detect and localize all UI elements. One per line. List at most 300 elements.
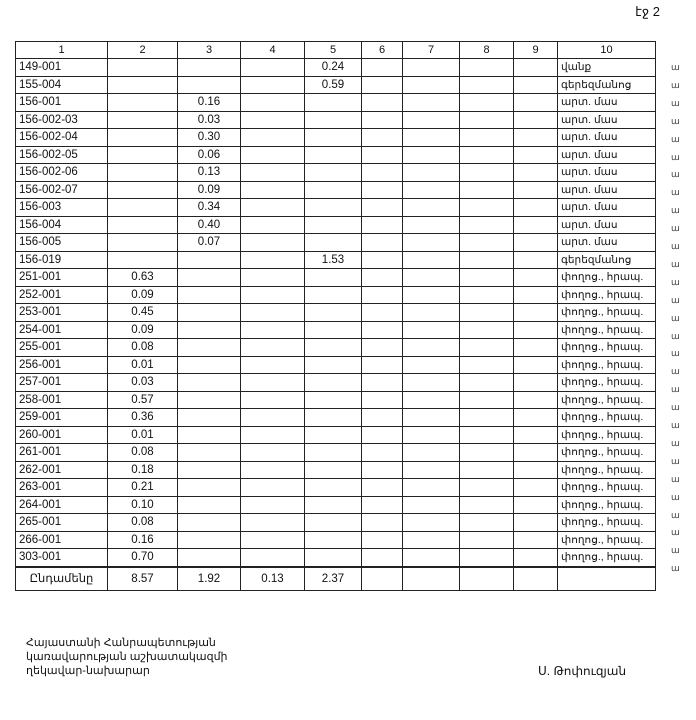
edge-mark: ա — [671, 115, 680, 126]
table-row — [16, 549, 656, 567]
cell-col-2 — [108, 199, 178, 217]
cell-col-2: 0.08 — [108, 514, 178, 532]
cell-col-5 — [305, 356, 362, 374]
cell-col-6 — [362, 461, 403, 479]
cell-col-2: 2 — [108, 42, 178, 59]
cell-col-3: 0.16 — [178, 94, 241, 112]
edge-mark: ա — [671, 241, 680, 251]
table-row — [16, 356, 656, 374]
cell-col-4 — [241, 426, 305, 444]
cell-col-7 — [403, 549, 460, 567]
cell-col-1: 155-004 — [16, 76, 108, 94]
table-row — [16, 216, 656, 234]
cell-col-5 — [305, 234, 362, 252]
cell-col-3 — [178, 549, 241, 567]
cell-col-10: փողոց., հրապ. — [558, 444, 656, 462]
cell-col-9 — [514, 567, 558, 591]
cell-col-6 — [362, 269, 403, 287]
cell-col-2 — [108, 251, 178, 269]
table-row — [16, 76, 656, 94]
cell-col-10: փողոց., հրապ. — [558, 514, 656, 532]
cell-col-6 — [362, 567, 403, 591]
cell-col-6 — [362, 94, 403, 112]
edge-mark: ա — [671, 169, 680, 180]
table-row — [16, 269, 656, 287]
cell-col-8 — [460, 409, 514, 427]
cell-col-1: 260-001 — [16, 426, 108, 444]
cell-col-6 — [362, 356, 403, 374]
cell-col-7 — [403, 514, 460, 532]
cell-col-1: 1 — [16, 42, 108, 59]
cell-col-9 — [514, 409, 558, 427]
cell-col-7 — [403, 146, 460, 164]
cell-col-2: 0.57 — [108, 391, 178, 409]
edge-mark: ա — [671, 455, 680, 466]
cell-col-10: արտ. մաս — [558, 216, 656, 234]
cell-col-5 — [305, 339, 362, 357]
cell-col-4 — [241, 496, 305, 514]
cell-col-2 — [108, 111, 178, 129]
table-row — [16, 199, 656, 217]
cell-col-3 — [178, 444, 241, 462]
cell-col-7 — [403, 111, 460, 129]
edge-mark: ա — [671, 79, 680, 90]
cell-col-5 — [305, 514, 362, 532]
cell-col-5 — [305, 94, 362, 112]
cell-col-1: 149-001 — [16, 59, 108, 77]
cell-col-10: արտ. մաս — [558, 181, 656, 199]
edge-mark: ա — [671, 133, 680, 144]
table-row — [16, 181, 656, 199]
cell-col-4 — [241, 181, 305, 199]
cell-col-6 — [362, 549, 403, 567]
cell-col-2: 0.08 — [108, 339, 178, 357]
cell-col-8 — [460, 76, 514, 94]
cell-col-2: 8.57 — [108, 567, 178, 591]
cell-col-4 — [241, 391, 305, 409]
cell-col-10: փողոց., հրապ. — [558, 531, 656, 549]
table-row — [16, 479, 656, 497]
cell-col-3 — [178, 321, 241, 339]
cell-col-2: 0.09 — [108, 286, 178, 304]
cell-col-6 — [362, 59, 403, 77]
cell-col-6 — [362, 391, 403, 409]
edge-mark: ա — [671, 437, 680, 448]
table-row — [16, 94, 656, 112]
cell-col-4 — [241, 94, 305, 112]
cell-col-8 — [460, 111, 514, 129]
cell-col-8 — [460, 356, 514, 374]
page-number: էջ 2 — [635, 4, 660, 19]
cell-col-4 — [241, 549, 305, 567]
table-row — [16, 461, 656, 479]
cell-col-10: արտ. մաս — [558, 129, 656, 147]
cell-col-1: 255-001 — [16, 339, 108, 357]
edge-mark: ա — [671, 527, 680, 538]
table-row — [16, 251, 656, 269]
cell-col-4 — [241, 234, 305, 252]
edge-mark: ա — [671, 312, 680, 323]
cell-col-4 — [241, 146, 305, 164]
cell-col-7 — [403, 94, 460, 112]
cell-col-9 — [514, 76, 558, 94]
cell-col-6 — [362, 129, 403, 147]
cell-col-5 — [305, 409, 362, 427]
cell-col-7 — [403, 304, 460, 322]
edge-mark: ա — [671, 330, 680, 341]
cell-col-2 — [108, 76, 178, 94]
cell-col-9 — [514, 321, 558, 339]
cell-col-10: փողոց., հրապ. — [558, 496, 656, 514]
table-row — [16, 304, 656, 322]
cell-col-3 — [178, 356, 241, 374]
cell-col-1: 258-001 — [16, 391, 108, 409]
table-row — [16, 286, 656, 304]
edge-mark: ա — [671, 151, 680, 162]
cell-col-3: 1.92 — [178, 567, 241, 591]
cell-col-5 — [305, 269, 362, 287]
cell-col-1: 156-002-06 — [16, 164, 108, 182]
cell-col-6: 6 — [362, 42, 403, 59]
cell-col-1: 252-001 — [16, 286, 108, 304]
cell-col-5 — [305, 111, 362, 129]
cell-col-4 — [241, 251, 305, 269]
edge-mark: ա — [671, 276, 680, 287]
cell-col-2 — [108, 181, 178, 199]
edge-mark: ա — [671, 205, 680, 216]
cell-col-9 — [514, 216, 558, 234]
cell-col-3: 3 — [178, 42, 241, 59]
cell-col-5 — [305, 496, 362, 514]
cell-col-7 — [403, 216, 460, 234]
cell-col-2: 0.36 — [108, 409, 178, 427]
table-row — [16, 111, 656, 129]
cell-col-9 — [514, 514, 558, 532]
cell-col-10 — [558, 567, 656, 591]
edge-mark: ա — [671, 97, 680, 108]
cell-col-2 — [108, 234, 178, 252]
cell-col-5 — [305, 199, 362, 217]
edge-mark: ա — [671, 384, 680, 395]
cell-col-7: 7 — [403, 42, 460, 59]
cell-col-7 — [403, 251, 460, 269]
cell-col-3 — [178, 269, 241, 287]
cell-col-6 — [362, 199, 403, 217]
cell-col-9 — [514, 146, 558, 164]
cell-col-8 — [460, 251, 514, 269]
cell-col-9 — [514, 234, 558, 252]
cell-col-3: 0.06 — [178, 146, 241, 164]
cell-col-6 — [362, 339, 403, 357]
cell-col-7 — [403, 234, 460, 252]
cell-col-9 — [514, 304, 558, 322]
cell-col-10: փողոց., հրապ. — [558, 339, 656, 357]
table-row — [16, 146, 656, 164]
cell-col-1: 254-001 — [16, 321, 108, 339]
cell-col-6 — [362, 146, 403, 164]
cell-col-8 — [460, 164, 514, 182]
cell-col-5 — [305, 461, 362, 479]
cell-col-1: 156-002-07 — [16, 181, 108, 199]
cell-col-6 — [362, 496, 403, 514]
cell-col-10: փողոց., հրապ. — [558, 269, 656, 287]
cell-col-6 — [362, 234, 403, 252]
cell-col-2: 0.45 — [108, 304, 178, 322]
cell-col-9 — [514, 286, 558, 304]
cell-col-5 — [305, 164, 362, 182]
cell-col-7 — [403, 374, 460, 392]
cell-col-8 — [460, 59, 514, 77]
cell-col-6 — [362, 286, 403, 304]
cell-col-5 — [305, 146, 362, 164]
cell-col-4 — [241, 199, 305, 217]
cell-col-3 — [178, 531, 241, 549]
cell-col-10: փողոց., հրապ. — [558, 479, 656, 497]
cell-col-2 — [108, 164, 178, 182]
cell-col-10: արտ. մաս — [558, 164, 656, 182]
cell-col-7 — [403, 567, 460, 591]
cell-col-9 — [514, 496, 558, 514]
cell-col-2: 0.18 — [108, 461, 178, 479]
cell-col-6 — [362, 531, 403, 549]
table-row — [16, 164, 656, 182]
cell-col-7 — [403, 321, 460, 339]
cell-col-7 — [403, 76, 460, 94]
cell-col-10: փողոց., հրապ. — [558, 461, 656, 479]
cell-col-1: 156-004 — [16, 216, 108, 234]
edge-mark: ա — [671, 402, 680, 413]
cell-col-1: 259-001 — [16, 409, 108, 427]
cell-col-4 — [241, 129, 305, 147]
cell-col-10: փողոց., հրապ. — [558, 356, 656, 374]
edge-mark: ա — [671, 366, 680, 377]
cell-col-3 — [178, 461, 241, 479]
cell-col-6 — [362, 304, 403, 322]
cell-col-10: արտ. մաս — [558, 234, 656, 252]
cell-col-7 — [403, 426, 460, 444]
cell-col-2: 0.63 — [108, 269, 178, 287]
cell-col-8 — [460, 549, 514, 567]
cell-col-9 — [514, 374, 558, 392]
cell-col-3: 0.07 — [178, 234, 241, 252]
cell-col-4 — [241, 374, 305, 392]
cell-col-7 — [403, 129, 460, 147]
cell-col-9 — [514, 479, 558, 497]
footer-line-2: կառավարության աշխատակազմի — [26, 651, 228, 663]
cell-col-8 — [460, 496, 514, 514]
edge-mark: ա — [671, 294, 680, 305]
cell-col-5 — [305, 181, 362, 199]
edge-mark: ա — [671, 258, 680, 269]
cell-col-10: 10 — [558, 42, 656, 59]
cell-col-8 — [460, 234, 514, 252]
cell-col-3 — [178, 426, 241, 444]
cell-col-5 — [305, 549, 362, 567]
cell-col-6 — [362, 251, 403, 269]
cell-col-2: 0.70 — [108, 549, 178, 567]
cell-col-6 — [362, 216, 403, 234]
cell-col-8 — [460, 321, 514, 339]
cell-col-4 — [241, 286, 305, 304]
edge-mark: ա — [671, 223, 680, 234]
cell-col-6 — [362, 111, 403, 129]
cell-col-3 — [178, 251, 241, 269]
cell-col-4 — [241, 59, 305, 77]
cell-col-8 — [460, 514, 514, 532]
cell-col-1: 262-001 — [16, 461, 108, 479]
cell-col-7 — [403, 479, 460, 497]
cell-col-2: 0.08 — [108, 444, 178, 462]
cell-col-7 — [403, 496, 460, 514]
edge-mark: ա — [671, 473, 680, 484]
cell-col-1: 257-001 — [16, 374, 108, 392]
cell-col-5 — [305, 426, 362, 444]
cell-col-2: 0.03 — [108, 374, 178, 392]
table-row — [16, 514, 656, 532]
cell-col-1: Ընդամենը — [16, 567, 108, 591]
cell-col-7 — [403, 269, 460, 287]
cell-col-3: 0.13 — [178, 164, 241, 182]
cell-col-3 — [178, 304, 241, 322]
cell-col-4 — [241, 304, 305, 322]
cell-col-6 — [362, 321, 403, 339]
cell-col-4 — [241, 269, 305, 287]
cell-col-10: փողոց., հրապ. — [558, 304, 656, 322]
cell-col-9 — [514, 339, 558, 357]
cell-col-9 — [514, 59, 558, 77]
cell-col-8 — [460, 567, 514, 591]
signature-block — [26, 636, 228, 678]
cell-col-3 — [178, 76, 241, 94]
cell-col-9 — [514, 181, 558, 199]
table-row — [16, 321, 656, 339]
table-row — [16, 409, 656, 427]
cell-col-8 — [460, 181, 514, 199]
cell-col-4 — [241, 164, 305, 182]
cell-col-4 — [241, 531, 305, 549]
cell-col-8 — [460, 461, 514, 479]
cell-col-2: 0.10 — [108, 496, 178, 514]
cell-col-3: 0.34 — [178, 199, 241, 217]
cell-col-9 — [514, 391, 558, 409]
cell-col-8 — [460, 426, 514, 444]
cell-col-9 — [514, 356, 558, 374]
cell-col-5 — [305, 286, 362, 304]
cell-col-4 — [241, 111, 305, 129]
cell-col-5 — [305, 479, 362, 497]
cell-col-5: 0.24 — [305, 59, 362, 77]
cell-col-5 — [305, 444, 362, 462]
cell-col-10: արտ. մաս — [558, 111, 656, 129]
cell-col-3: 0.09 — [178, 181, 241, 199]
cell-col-7 — [403, 356, 460, 374]
cell-col-4: 0.13 — [241, 567, 305, 591]
cell-col-9 — [514, 199, 558, 217]
cell-col-3 — [178, 514, 241, 532]
edge-mark: ա — [671, 348, 680, 359]
cell-col-8 — [460, 479, 514, 497]
cell-col-3 — [178, 409, 241, 427]
cell-col-8 — [460, 444, 514, 462]
footer-line-1: Հայաստանի Հանրապետության — [26, 637, 216, 649]
cell-col-5: 2.37 — [305, 567, 362, 591]
cell-col-1: 263-001 — [16, 479, 108, 497]
cell-col-9 — [514, 549, 558, 567]
cell-col-9 — [514, 94, 558, 112]
cell-col-1: 156-002-05 — [16, 146, 108, 164]
cell-col-8 — [460, 286, 514, 304]
cell-col-7 — [403, 181, 460, 199]
cell-col-9 — [514, 164, 558, 182]
cell-col-5 — [305, 129, 362, 147]
cell-col-8 — [460, 146, 514, 164]
cell-col-1: 264-001 — [16, 496, 108, 514]
footer-line-3: ղեկավար-նախարար — [26, 665, 150, 677]
cell-col-1: 156-001 — [16, 94, 108, 112]
cell-col-1: 251-001 — [16, 269, 108, 287]
table-row — [16, 374, 656, 392]
cell-col-8 — [460, 391, 514, 409]
cell-col-4 — [241, 514, 305, 532]
header-row — [16, 42, 656, 59]
cell-col-1: 256-001 — [16, 356, 108, 374]
cell-col-5: 0.59 — [305, 76, 362, 94]
cell-col-5 — [305, 321, 362, 339]
cell-col-7 — [403, 531, 460, 549]
cell-col-1: 265-001 — [16, 514, 108, 532]
cell-col-4 — [241, 321, 305, 339]
cell-col-9 — [514, 111, 558, 129]
cell-col-6 — [362, 181, 403, 199]
cell-col-7 — [403, 59, 460, 77]
cell-col-9 — [514, 426, 558, 444]
cell-col-8 — [460, 94, 514, 112]
cell-col-6 — [362, 374, 403, 392]
cell-col-4 — [241, 356, 305, 374]
cell-col-6 — [362, 164, 403, 182]
cell-col-7 — [403, 286, 460, 304]
cell-col-8 — [460, 374, 514, 392]
edge-mark: ա — [671, 563, 680, 574]
table-row — [16, 339, 656, 357]
cell-col-4 — [241, 339, 305, 357]
cell-col-3 — [178, 391, 241, 409]
cell-col-5: 1.53 — [305, 251, 362, 269]
cell-col-6 — [362, 444, 403, 462]
cell-col-4 — [241, 479, 305, 497]
cell-col-1: 156-003 — [16, 199, 108, 217]
cell-col-5: 5 — [305, 42, 362, 59]
edge-mark: ա — [671, 420, 680, 430]
cell-col-3 — [178, 339, 241, 357]
cell-col-10: արտ. մաս — [558, 94, 656, 112]
cell-col-9 — [514, 461, 558, 479]
edge-mark: ա — [671, 491, 680, 502]
cell-col-7 — [403, 409, 460, 427]
cell-col-2: 0.01 — [108, 426, 178, 444]
cell-col-9 — [514, 444, 558, 462]
table-row — [16, 531, 656, 549]
cell-col-10: փողոց., հրապ. — [558, 374, 656, 392]
table-row — [16, 444, 656, 462]
cell-col-6 — [362, 479, 403, 497]
edge-mark: ա — [671, 509, 680, 520]
cell-col-8 — [460, 531, 514, 549]
table-row — [16, 426, 656, 444]
cell-col-2: 0.16 — [108, 531, 178, 549]
cell-col-3 — [178, 59, 241, 77]
cell-col-4: 4 — [241, 42, 305, 59]
